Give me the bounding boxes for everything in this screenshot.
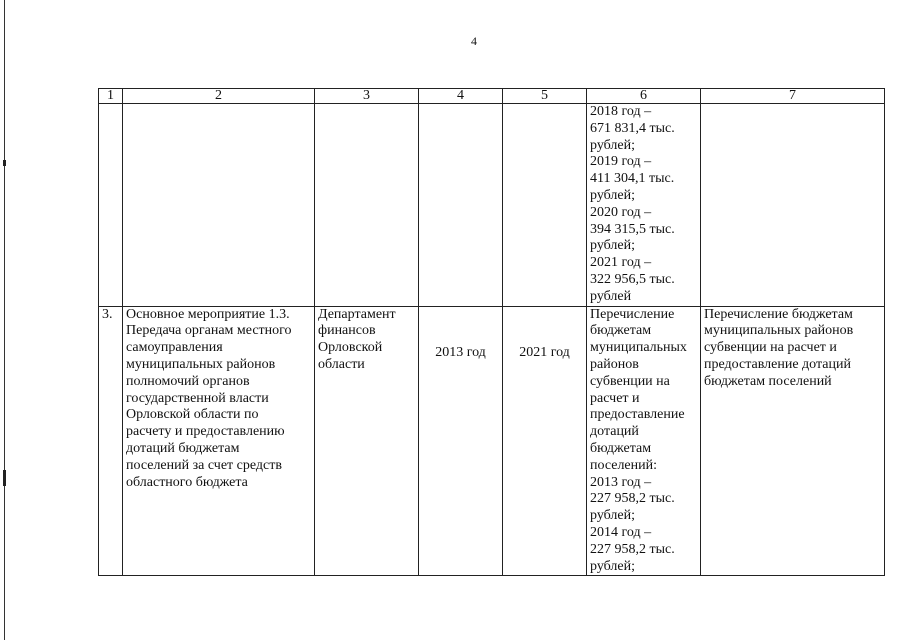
start-year-cell: [419, 104, 503, 307]
column-number-header: 5: [503, 89, 587, 104]
result-cell: Перечисление бюджетам муниципальных районов субвенции на расчет и предоставление дотаций бюджетам поселений: [701, 306, 885, 576]
start-year-text: 2013 год: [435, 344, 486, 360]
executor-cell: Департамент финансов Орловской области: [315, 306, 419, 576]
column-number-header: 1: [99, 89, 123, 104]
column-number-header: 2: [123, 89, 315, 104]
table-header-row: [99, 89, 885, 104]
row-number-cell: 3.: [99, 306, 123, 576]
funding-cell: Перечисление бюджетам муниципальных районов субвенции на расчет и предоставление дотаций бюджетам поселений: 2013 год – 227 958,2 тыс. рублей; 2014 год – 227 958,2 тыс. рублей;: [587, 306, 701, 576]
row-number-cell: [99, 104, 123, 307]
start-year-cell: [419, 306, 503, 576]
funding-cell: 2018 год – 671 831,4 тыс. рублей; 2019 год – 411 304,1 тыс. рублей; 2020 год – 394 315,5 тыс. рублей; 2021 год – 322 956,5 тыс. рублей: [587, 104, 701, 307]
end-year-cell: [503, 104, 587, 307]
page-left-border: [4, 0, 5, 640]
result-cell: [701, 104, 885, 307]
column-number-header: 7: [701, 89, 885, 104]
executor-cell: [315, 104, 419, 307]
event-cell: [123, 104, 315, 307]
page-number: 4: [471, 34, 477, 48]
event-cell: Основное мероприятие 1.3. Передача органам местного самоуправления муниципальных районов полномочий органов государственной власти Орловской области по расчету и предоставлению дотаций бюджетам поселений за счет средств областного бюджета: [123, 306, 315, 576]
program-table: [98, 88, 885, 576]
end-year-text: 2021 год: [519, 344, 570, 360]
column-number-header: 4: [419, 89, 503, 104]
end-year-cell: [503, 306, 587, 576]
table-row: [99, 104, 885, 307]
binding-mark: [3, 160, 6, 166]
column-number-header: 6: [587, 89, 701, 104]
column-number-header: 3: [315, 89, 419, 104]
table-row: [99, 306, 885, 576]
binding-mark: [3, 470, 6, 486]
